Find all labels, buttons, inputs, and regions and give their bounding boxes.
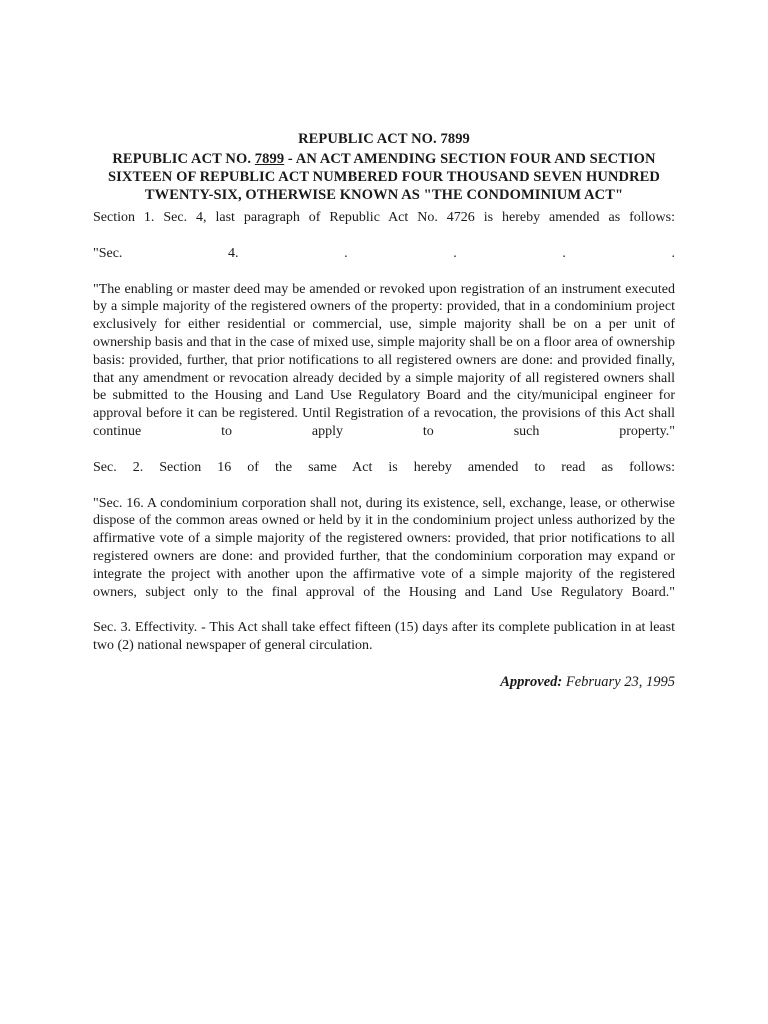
sec4-dot-4: . bbox=[671, 245, 675, 261]
section-3-effectivity: Sec. 3. Effectivity. - This Act shall take effect fifteen (15) days after its complete publication in at least two (2) national newspaper of general circulation. bbox=[93, 620, 675, 654]
approved-date: February 23, 1995 bbox=[562, 673, 675, 690]
subtitle-act-number: 7899 bbox=[254, 151, 285, 167]
sec4-dot-2: . bbox=[453, 245, 457, 261]
approval-line bbox=[93, 673, 675, 691]
subtitle-rest: - AN ACT AMENDING SECTION FOUR AND SECTION SIXTEEN OF REPUBLIC ACT NUMBERED FOUR THOUSAND SEVEN HUNDRED TWENTY-SIX, OTHERWISE KNOWN AS "THE CONDOMINIUM ACT" bbox=[108, 151, 660, 203]
section-2-intro: Sec. 2. Section 16 of the same Act is hereby amended to read as follows: bbox=[93, 459, 675, 475]
section-4-amended-text: "The enabling or master deed may be amended or revoked upon registration of an instrument executed by a simple majority of the registered owners of the property: provided, that in a condominium project exclusively for either residential or commercial, use, simple majority shall be on a per unit of ownership basis and that in the case of mixed use, simple majority shall be on a floor area of ownership basis: provided, further, that prior notifications to all registered owners are done: and provided finally, that any amendment or revocation already decided by a simple majority of all registered owners shall be submitted to the Housing and Land Use Regulatory Board and the city/municipal engineer for approval before it can be registered. Until Registration of a revocation, the provisions of this Act shall continue to apply to such property." bbox=[93, 281, 675, 439]
section-1-intro: Section 1. Sec. 4, last paragraph of Republic Act No. 4726 is hereby amended as follows: bbox=[93, 210, 675, 225]
approved-label: Approved: bbox=[500, 673, 563, 690]
document-page bbox=[93, 130, 675, 691]
section-4-heading-line bbox=[93, 245, 675, 263]
sec4-dot-3: . bbox=[562, 245, 566, 261]
document-subtitle bbox=[93, 150, 675, 204]
sec4-dot-1: . bbox=[344, 245, 348, 261]
sec4-label: "Sec. bbox=[93, 245, 123, 261]
sec4-number: 4. bbox=[228, 245, 239, 261]
subtitle-prefix: REPUBLIC ACT NO. bbox=[112, 151, 255, 167]
document-title: REPUBLIC ACT NO. 7899 bbox=[298, 131, 470, 147]
section-16-amended-text: "Sec. 16. A condominium corporation shall not, during its existence, sell, exchange, lease, or otherwise dispose of the common areas owned or held by it in the condominium project unless authorized by the affirmative vote of a simple majority of the registered owners: provided, that prior notifications to all registered owners are done: and provided further, that the condominium corporation may expand or integrate the project with another upon the affirmative vote of a simple majority of the registered owners, subject only to the final approval of the Housing and Land Use Regulatory Board." bbox=[93, 495, 675, 600]
